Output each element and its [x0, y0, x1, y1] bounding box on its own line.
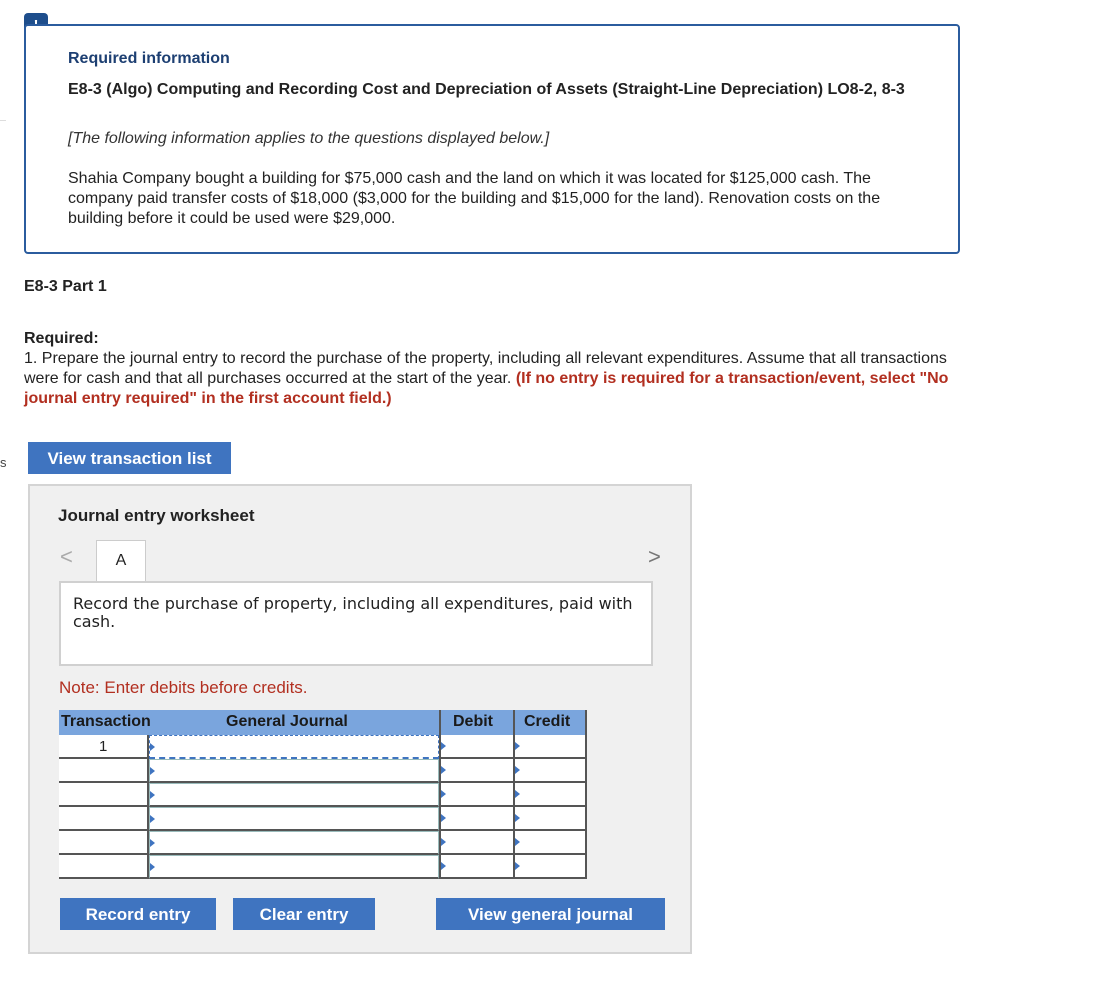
info-title: Required information [68, 50, 230, 67]
view-general-journal-button[interactable]: View general journal [436, 898, 665, 930]
view-transaction-list-button[interactable]: View transaction list [28, 442, 231, 474]
debit-field[interactable] [441, 735, 513, 759]
account-field[interactable] [149, 783, 439, 807]
info-note: [The following information applies to the questions displayed below.] [68, 130, 550, 147]
credit-field[interactable] [515, 831, 587, 855]
problem-body: Shahia Company bought a building for $75,000 cash and the land on which it was located for $125,000 cash. The company paid transfer costs of $18,000 ($3,000 for the building and $15,000 for the land). Renovation costs on the building before it could be used were $29,000. [68, 170, 881, 227]
debit-field[interactable] [441, 783, 513, 807]
dropdown-arrow-icon [441, 742, 446, 750]
table-row [59, 807, 587, 831]
transaction-cell [59, 759, 147, 783]
transaction-cell [59, 855, 147, 879]
row-divider [147, 735, 149, 759]
dropdown-arrow-icon [515, 814, 520, 822]
journal-entry-worksheet [28, 484, 692, 954]
col-credit: Credit [524, 713, 571, 730]
dropdown-arrow-icon [150, 743, 155, 751]
required-text: 1. Prepare the journal entry to record the purchase of the property, including all relevant expenditures. Assume that all transactions were for cash and that all purchases occurred at the start of the year. [24, 350, 947, 387]
row-divider [513, 759, 515, 783]
row-divider [439, 807, 441, 831]
clear-entry-button[interactable]: Clear entry [233, 898, 375, 930]
row-divider [439, 831, 441, 855]
credit-field[interactable] [515, 855, 587, 879]
row-divider [513, 855, 515, 879]
journal-table [59, 710, 587, 879]
dropdown-arrow-icon [441, 814, 446, 822]
dropdown-arrow-icon [515, 766, 520, 774]
table-row [59, 759, 587, 783]
row-divider [439, 735, 441, 759]
debit-field[interactable] [441, 807, 513, 831]
row-divider [439, 783, 441, 807]
row-divider [147, 759, 149, 783]
dropdown-arrow-icon [441, 790, 446, 798]
row-divider [439, 759, 441, 783]
table-row [59, 855, 587, 879]
col-divider [585, 710, 587, 735]
dropdown-arrow-icon [515, 838, 520, 846]
chevron-left-icon[interactable]: < [60, 544, 73, 569]
dropdown-arrow-icon [150, 815, 155, 823]
col-debit: Debit [453, 713, 493, 730]
dropdown-arrow-icon [150, 863, 155, 871]
row-divider [585, 735, 587, 759]
journal-header [59, 710, 587, 735]
debit-field[interactable] [441, 855, 513, 879]
entry-description: Record the purchase of property, including all expenditures, paid with cash. [59, 581, 653, 666]
credit-field[interactable] [515, 807, 587, 831]
row-divider [439, 855, 441, 879]
dropdown-arrow-icon [441, 766, 446, 774]
row-divider [585, 759, 587, 783]
side-divider [0, 120, 6, 121]
row-divider [147, 783, 149, 807]
credit-field[interactable] [515, 783, 587, 807]
required-section [24, 329, 964, 409]
dropdown-arrow-icon [150, 791, 155, 799]
part-title: E8-3 Part 1 [24, 278, 107, 295]
tab-a[interactable]: A [96, 540, 146, 582]
dropdown-arrow-icon [441, 838, 446, 846]
sidebar-fragment: s [0, 455, 7, 470]
col-divider [513, 710, 515, 735]
transaction-cell [59, 735, 147, 759]
dropdown-arrow-icon [515, 742, 520, 750]
table-row [59, 735, 587, 759]
worksheet-title: Journal entry worksheet [58, 506, 255, 525]
account-field[interactable] [149, 759, 439, 783]
debit-field[interactable] [441, 831, 513, 855]
row-divider [513, 807, 515, 831]
transaction-cell [59, 783, 147, 807]
debit-field[interactable] [441, 759, 513, 783]
table-row [59, 831, 587, 855]
dropdown-arrow-icon [150, 767, 155, 775]
row-divider [513, 735, 515, 759]
col-transaction: Transaction [61, 713, 151, 730]
required-label: Required: [24, 330, 99, 347]
record-entry-button[interactable]: Record entry [60, 898, 216, 930]
dropdown-arrow-icon [441, 862, 446, 870]
table-row [59, 783, 587, 807]
required-warning: (If no entry is required for a transaction/event, select "No journal entry required" in the first account field.) [24, 370, 949, 407]
dropdown-arrow-icon [150, 839, 155, 847]
required-information-box [24, 24, 960, 254]
dropdown-arrow-icon [515, 790, 520, 798]
account-field[interactable] [149, 735, 439, 759]
col-general-journal: General Journal [226, 713, 348, 730]
chevron-right-icon[interactable]: > [648, 544, 661, 569]
credit-field[interactable] [515, 759, 587, 783]
row-divider [513, 831, 515, 855]
account-field[interactable] [149, 831, 439, 855]
problem-heading: E8-3 (Algo) Computing and Recording Cost and Depreciation of Assets (Straight-Line Depreciation) LO8-2, 8-3 [68, 81, 905, 98]
row-divider [147, 831, 149, 855]
row-divider [585, 783, 587, 807]
row-divider [513, 783, 515, 807]
row-divider [585, 855, 587, 879]
dropdown-arrow-icon [515, 862, 520, 870]
debit-credit-note: Note: Enter debits before credits. [59, 678, 308, 697]
account-field[interactable] [149, 807, 439, 831]
transaction-cell [59, 831, 147, 855]
transaction-number: 1 [99, 738, 108, 755]
credit-field[interactable] [515, 735, 587, 759]
row-divider [147, 807, 149, 831]
account-field[interactable] [149, 855, 439, 879]
col-divider [439, 710, 441, 735]
row-divider [585, 807, 587, 831]
row-divider [147, 855, 149, 879]
transaction-cell [59, 807, 147, 831]
row-divider [585, 831, 587, 855]
